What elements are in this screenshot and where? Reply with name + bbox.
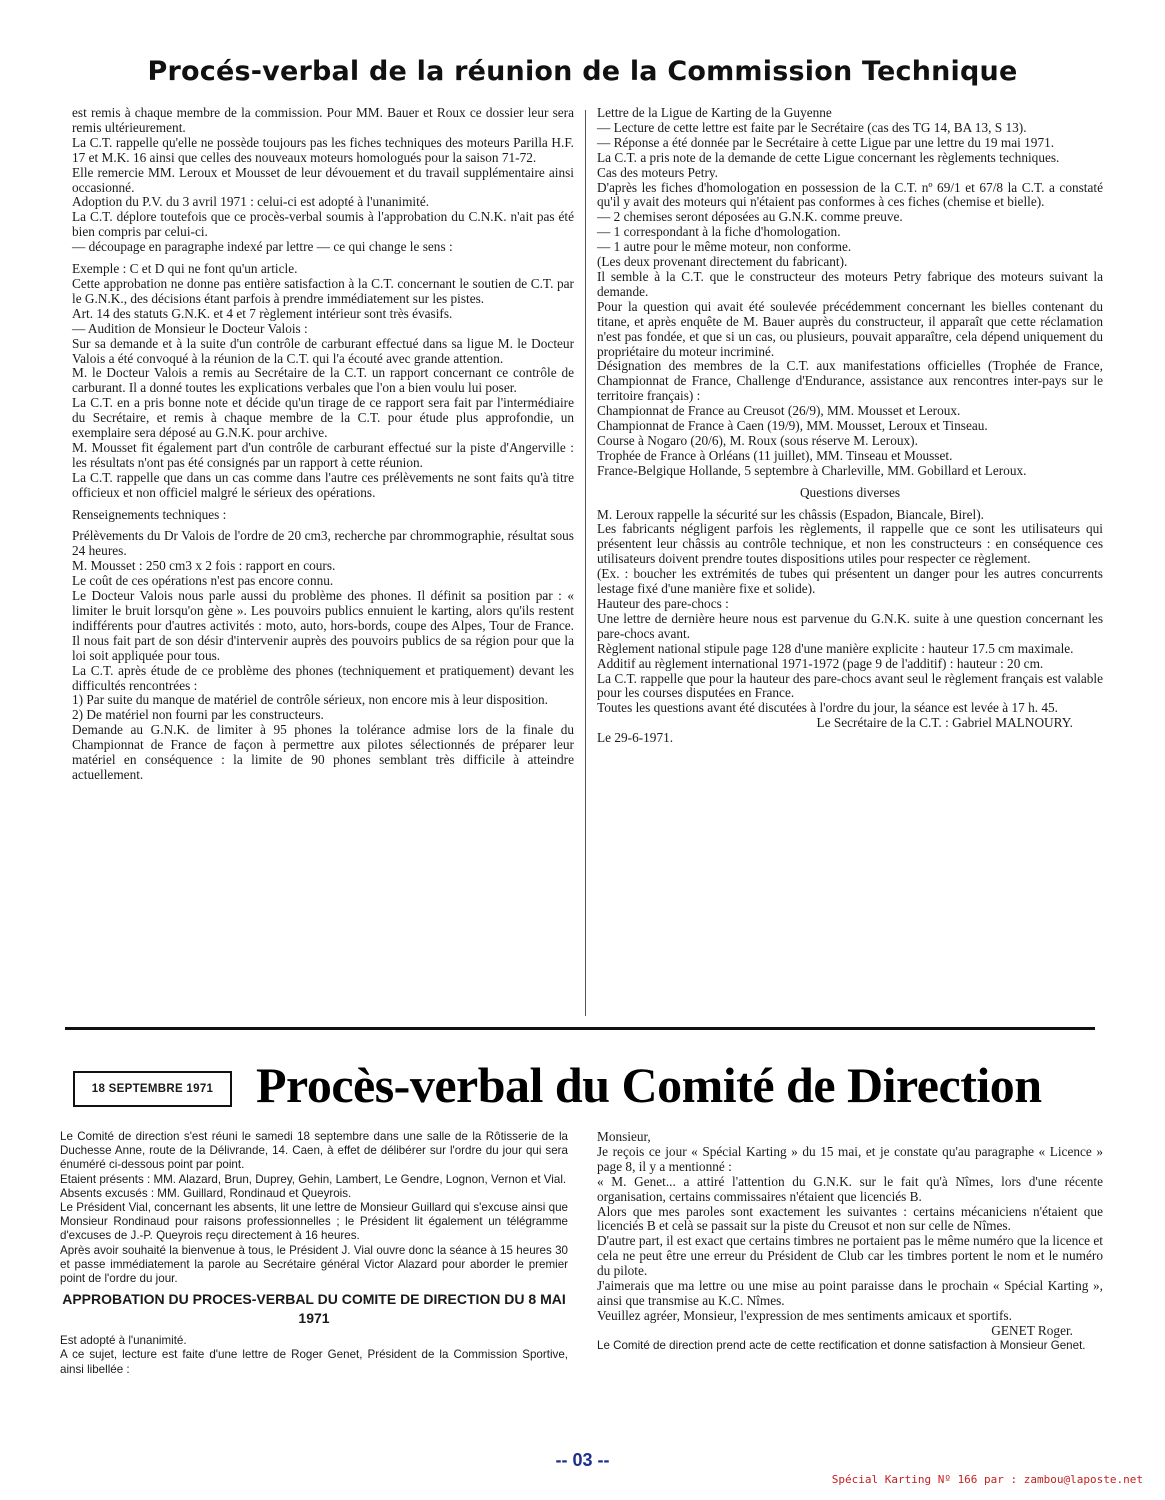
paragraph: La C.T. a pris note de la demande de cette Ligue concernant les règlements techniques. (597, 149, 1060, 165)
paragraph: Lettre de la Ligue de Karting de la Guyenne (597, 105, 832, 120)
paragraph: Prélèvements du Dr Valois de l'ordre de 20 cm3, recherche par chrommographie, résultat sous 24 heures. (72, 528, 574, 559)
bottom-left-column (60, 1130, 568, 1377)
paragraph: (Ex. : boucher les extrémités de tubes qui présentent un danger pour les autres concurrents lestage fixé d'une manière fixe et solide). (597, 566, 1103, 597)
date-box: 18 SEPTEMBRE 1971 (73, 1071, 232, 1107)
paragraph: — découpage en paragraphe indexé par lettre — ce qui change le sens : (72, 239, 453, 255)
paragraph: — 2 chemises seront déposées au G.N.K. comme preuve. (597, 209, 903, 225)
paragraph: Etaient présents : MM. Alazard, Brun, Duprey, Gehin, Lambert, Le Gendre, Lognon, Vernon et Vial. (60, 1172, 567, 1186)
section-title: Procès-verbal du Comité de Direction (256, 1057, 1042, 1113)
paragraph: Après avoir souhaité la bienvenue à tous, le Président J. Vial ouvre donc la séance à 15 heures 30 et passe immédiatement la parole au Secrétaire général Victor Alazard pour aborder le premier point de l'ordre du jour. (60, 1243, 568, 1286)
paragraph: La C.T. rappelle que pour la hauteur des pare-chocs avant seul le règlement français est valable pour les courses disputées en France. (597, 670, 1103, 701)
right-column (597, 106, 1103, 746)
paragraph: Je reçois ce jour « Spécial Karting » du 15 mai, et je constate qu'au paragraphe « Licence » page 8, il y a mentionné : (597, 1143, 1103, 1174)
paragraph: Pour la question qui avait été soulevée précédemment concernant les bielles contenant du titane, et après enquête de M. Bauer auprès du constructeur, il apparaît que cette réclamation n'est pas fondée, et que si un cas, ou plusieurs, pouvait apparaître, cela dépend uniquement du propriétaire du moteur incriminé. (597, 298, 1103, 359)
page-title: Procés-verbal de la réunion de la Commission Technique (147, 56, 1018, 87)
page-number: -- 03 -- (555, 1450, 610, 1470)
left-column (72, 106, 574, 783)
paragraph: Une lettre de dernière heure nous est parvenue du G.N.K. suite à une question concernant les pare-chocs avant. (597, 610, 1103, 641)
paragraph: A ce sujet, lecture est faite d'une lettre de Roger Genet, Président de la Commission Sportive, ainsi libellée : (60, 1348, 568, 1376)
paragraph: — 1 correspondant à la fiche d'homologation. (597, 224, 841, 240)
paragraph: J'aimerais que ma lettre ou une mise au point paraisse dans le prochain « Spécial Karting », ainsi que transmise au K.C. Nîmes. (597, 1278, 1103, 1308)
paragraph: Le Comité de direction s'est réuni le samedi 18 septembre dans une salle de la Rôtisserie de la Duchesse Anne, route de la Délivrande, 14. Caen, à effet de délibérer sur l'ordre du jour qui sera énuméré ci-dessous point par point. (60, 1130, 568, 1172)
paragraph: — Réponse a été donnée par le Secrétaire à cette Ligue par une lettre du 19 mai 1971. (597, 134, 1055, 150)
paragraph: Le Docteur Valois nous parle aussi du problème des phones. Il définit sa position par : « limiter le bruit lorsqu'on gène ». Les pouvoirs publics ennuient le karting, alors qu'ils restent indifférents pour d'autres activités : moto, auto, hors-bords, coupe des Alpes, Tour de France. Il nous fait part de son désir d'intervenir auprès des pouvoirs publics de sa région pour que la loi soit appliquée pour tous. (72, 588, 574, 663)
paragraph: Renseignements techniques : (72, 506, 227, 522)
section-subheading: Questions diverses (799, 484, 901, 500)
paragraph: M. Mousset : 250 cm3 x 2 fois : rapport en cours. (72, 558, 336, 574)
paragraph: — 1 autre pour le même moteur, non conforme. (597, 239, 852, 255)
paragraph: Alors que mes paroles sont exactement les suivantes : certains mécaniciens n'étaient que licenciés B et celà se passait sur la piste du Creusot et non sur celle de Nîmes. (597, 1203, 1103, 1234)
paragraph: Règlement national stipule page 128 d'une manière explicite : hauteur 17.5 cm maximale. (597, 640, 1074, 656)
paragraph: M. Mousset fit également part d'un contrôle de carburant effectué sur la piste d'Angerville : les résultats n'ont pas été consignés par un rapport à cette réunion. (72, 439, 574, 470)
paragraph: Adoption du P.V. du 3 avril 1971 : celui-ci est adopté à l'unanimité. (72, 194, 430, 210)
paragraph: D'après les fiches d'homologation en possession de la C.T. nº 69/1 et 67/8 la C.T. a constaté qu'il y avait des moteurs qui n'étaient pas conformes à ces fiches (chemise et bielle). (597, 179, 1103, 210)
paragraph: M. le Docteur Valois a remis au Secrétaire de la C.T. un rapport concernant ce contrôle de carburant. Il a donné toutes les explications verbales que l'on a bien voulu lui poser. (72, 365, 574, 396)
paragraph: Le coût de ces opérations n'est pas encore connu. (72, 573, 334, 589)
footer-credit: Spécial Karting Nº 166 par : zambou@laposte.net (831, 1473, 1143, 1486)
paragraph: Trophée de France à Orléans (11 juillet), MM. Tinseau et Mousset. (597, 447, 953, 463)
paragraph: — Audition de Monsieur le Docteur Valois : (72, 320, 308, 336)
bottom-right-column (597, 1130, 1103, 1353)
paragraph: Sur sa demande et à la suite d'un contrôle de carburant effectué dans sa ligue M. le Docteur Valois a été convoqué à la réunion de la C.T. qui l'a écouté avec grande attention. (72, 335, 574, 366)
paragraph: La C.T. après étude de ce problème des phones (techniquement et pratiquement) devant les difficultés rencontrées : (72, 662, 574, 693)
column-divider (585, 110, 586, 1016)
paragraph: La C.T. rappelle qu'elle ne possède toujours pas les fiches techniques des moteurs Parilla H.F. 17 et M.K. 16 ainsi que celles des nouveaux moteurs homologués pour la saison 71-72. (72, 134, 574, 165)
paragraph: Course à Nogaro (20/6), M. Roux (sous réserve M. Leroux). (597, 432, 918, 448)
paragraph: — Lecture de cette lettre est faite par le Secrétaire (cas des TG 14, BA 13, S 13). (597, 119, 1027, 135)
paragraph: est remis à chaque membre de la commission. Pour MM. Bauer et Roux ce dossier leur sera remis ultérieurement. (72, 105, 574, 135)
paragraph: La C.T. en a pris bonne note et décide qu'un tirage de ce rapport sera fait par l'intermédiaire du Secrétaire, et remis à chaque membre de la C.T. pour étude plus approfondie, un exemplaire sera déposé au G.N.K. pour archive. (72, 395, 574, 441)
paragraph: France-Belgique Hollande, 5 septembre à Charleville, MM. Gobillard et Leroux. (597, 462, 1027, 478)
paragraph: Elle remercie MM. Leroux et Mousset de leur dévouement et du travail supplémentaire ainsi occasionné. (72, 164, 574, 195)
paragraph: Championnat de France à Caen (19/9), MM. Mousset, Leroux et Tinseau. (597, 418, 988, 434)
paragraph: La C.T. déplore toutefois que ce procès-verbal soumis à l'approbation du C.N.K. n'ait pas été bien compris par celui-ci. (72, 209, 574, 240)
paragraph: Art. 14 des statuts G.N.K. et 4 et 7 règlement intérieur sont très évasifs. (72, 305, 453, 321)
paragraph: Les fabricants négligent parfois les règlements, il rappelle que ce sont les utilisateurs qui présentent leur châssis au contrôle technique, et non les constructeurs : en conséquence ces utilisateurs doivent prendre toutes dispositions utiles pour respecter ce règlement. (597, 521, 1103, 567)
paragraph: Monsieur, (597, 1129, 651, 1144)
paragraph: (Les deux provenant directement du fabricant). (597, 254, 848, 270)
paragraph: Exemple : C et D qui ne font qu'un article. (72, 261, 298, 277)
signature: Le Secrétaire de la C.T. : Gabriel MALNOURY. (816, 715, 1073, 731)
paragraph: Cas des moteurs Petry. (597, 164, 719, 180)
paragraph: Est adopté à l'unanimité. (60, 1334, 187, 1348)
paragraph: Cette approbation ne donne pas entière satisfaction à la C.T. concernant le soutien de C.T. par le G.N.K., des décisions étant parfois à prendre immédiatement sur les pistes. (72, 275, 574, 306)
paragraph: Il semble à la C.T. que le constructeur des moteurs Petry fabrique des moteurs suivant la demande. (597, 268, 1103, 299)
date-line: Le 29-6-1971. (597, 730, 674, 746)
paragraph: Toutes les questions avant été discutées à l'ordre du jour, la séance est levée à 17 h. 45. (597, 700, 1059, 716)
paragraph: Demande au G.N.K. de limiter à 95 phones la tolérance admise lors de la finale du Championnat de France de façon à permettre aux pilotes sélectionnés de préparer leur matériel en conséquence : la limite de 90 phones semblant très difficile à atteindre actuellement. (72, 722, 574, 782)
paragraph: Le Comité de direction prend acte de cette rectification et donne satisfaction à Monsieur Genet. (597, 1338, 1086, 1352)
paragraph: Le Président Vial, concernant les absents, lit une lettre de Monsieur Guillard qui s'excuse ainsi que Monsieur Rondinaud pour raisons professionnelles ; le Président lit également un télégramme d'excuses de J.-P. Queyrois reçu directement à 16 heures. (60, 1201, 568, 1243)
section-divider (65, 1027, 1095, 1030)
approbation-heading: APPROBATION DU PROCES-VERBAL DU COMITE DE DIRECTION DU 8 MAI 1971 (62, 1291, 566, 1327)
paragraph: La C.T. rappelle que dans un cas comme dans l'autre ces prélèvements ne sont faits qu'à titre officieux et non officiel malgré le sérieux des opérations. (72, 469, 574, 500)
paragraph: Veuillez agréer, Monsieur, l'expression de mes sentiments amicaux et sportifs. (597, 1307, 1012, 1323)
paragraph: Absents excusés : MM. Guillard, Rondinaud et Queyrois. (60, 1186, 352, 1200)
signature: GENET Roger. (991, 1322, 1073, 1338)
paragraph: « M. Genet... a attiré l'attention du G.N.K. sur le fait qu'à Nîmes, lors d'une récente organisation, certains commissaires n'étaient que licenciés B. (597, 1173, 1103, 1204)
paragraph: Championnat de France au Creusot (26/9), MM. Mousset et Leroux. (597, 403, 961, 419)
paragraph: D'autre part, il est exact que certains timbres ne portaient pas le même numéro que la licence et cela ne peut être une erreur du Président de Club car les timbres portent le nom et le numéro du pilote. (597, 1233, 1103, 1279)
paragraph: Désignation des membres de la C.T. aux manifestations officielles (Trophée de France, Championnat de France, Challenge d'Endurance, assistance aux rencontres inter-pays sur le territoire français) : (597, 358, 1103, 404)
paragraph: 2) De matériel non fourni par les constructeurs. (72, 707, 324, 723)
paragraph: 1) Par suite du manque de matériel de contrôle sérieux, non encore mis à leur disposition. (72, 692, 548, 708)
paragraph: Hauteur des pare-chocs : (597, 596, 729, 611)
paragraph: Additif au règlement international 1971-1972 (page 9 de l'additif) : hauteur : 20 cm. (597, 655, 1044, 671)
paragraph: M. Leroux rappelle la sécurité sur les châssis (Espadon, Biancale, Birel). (597, 506, 984, 522)
